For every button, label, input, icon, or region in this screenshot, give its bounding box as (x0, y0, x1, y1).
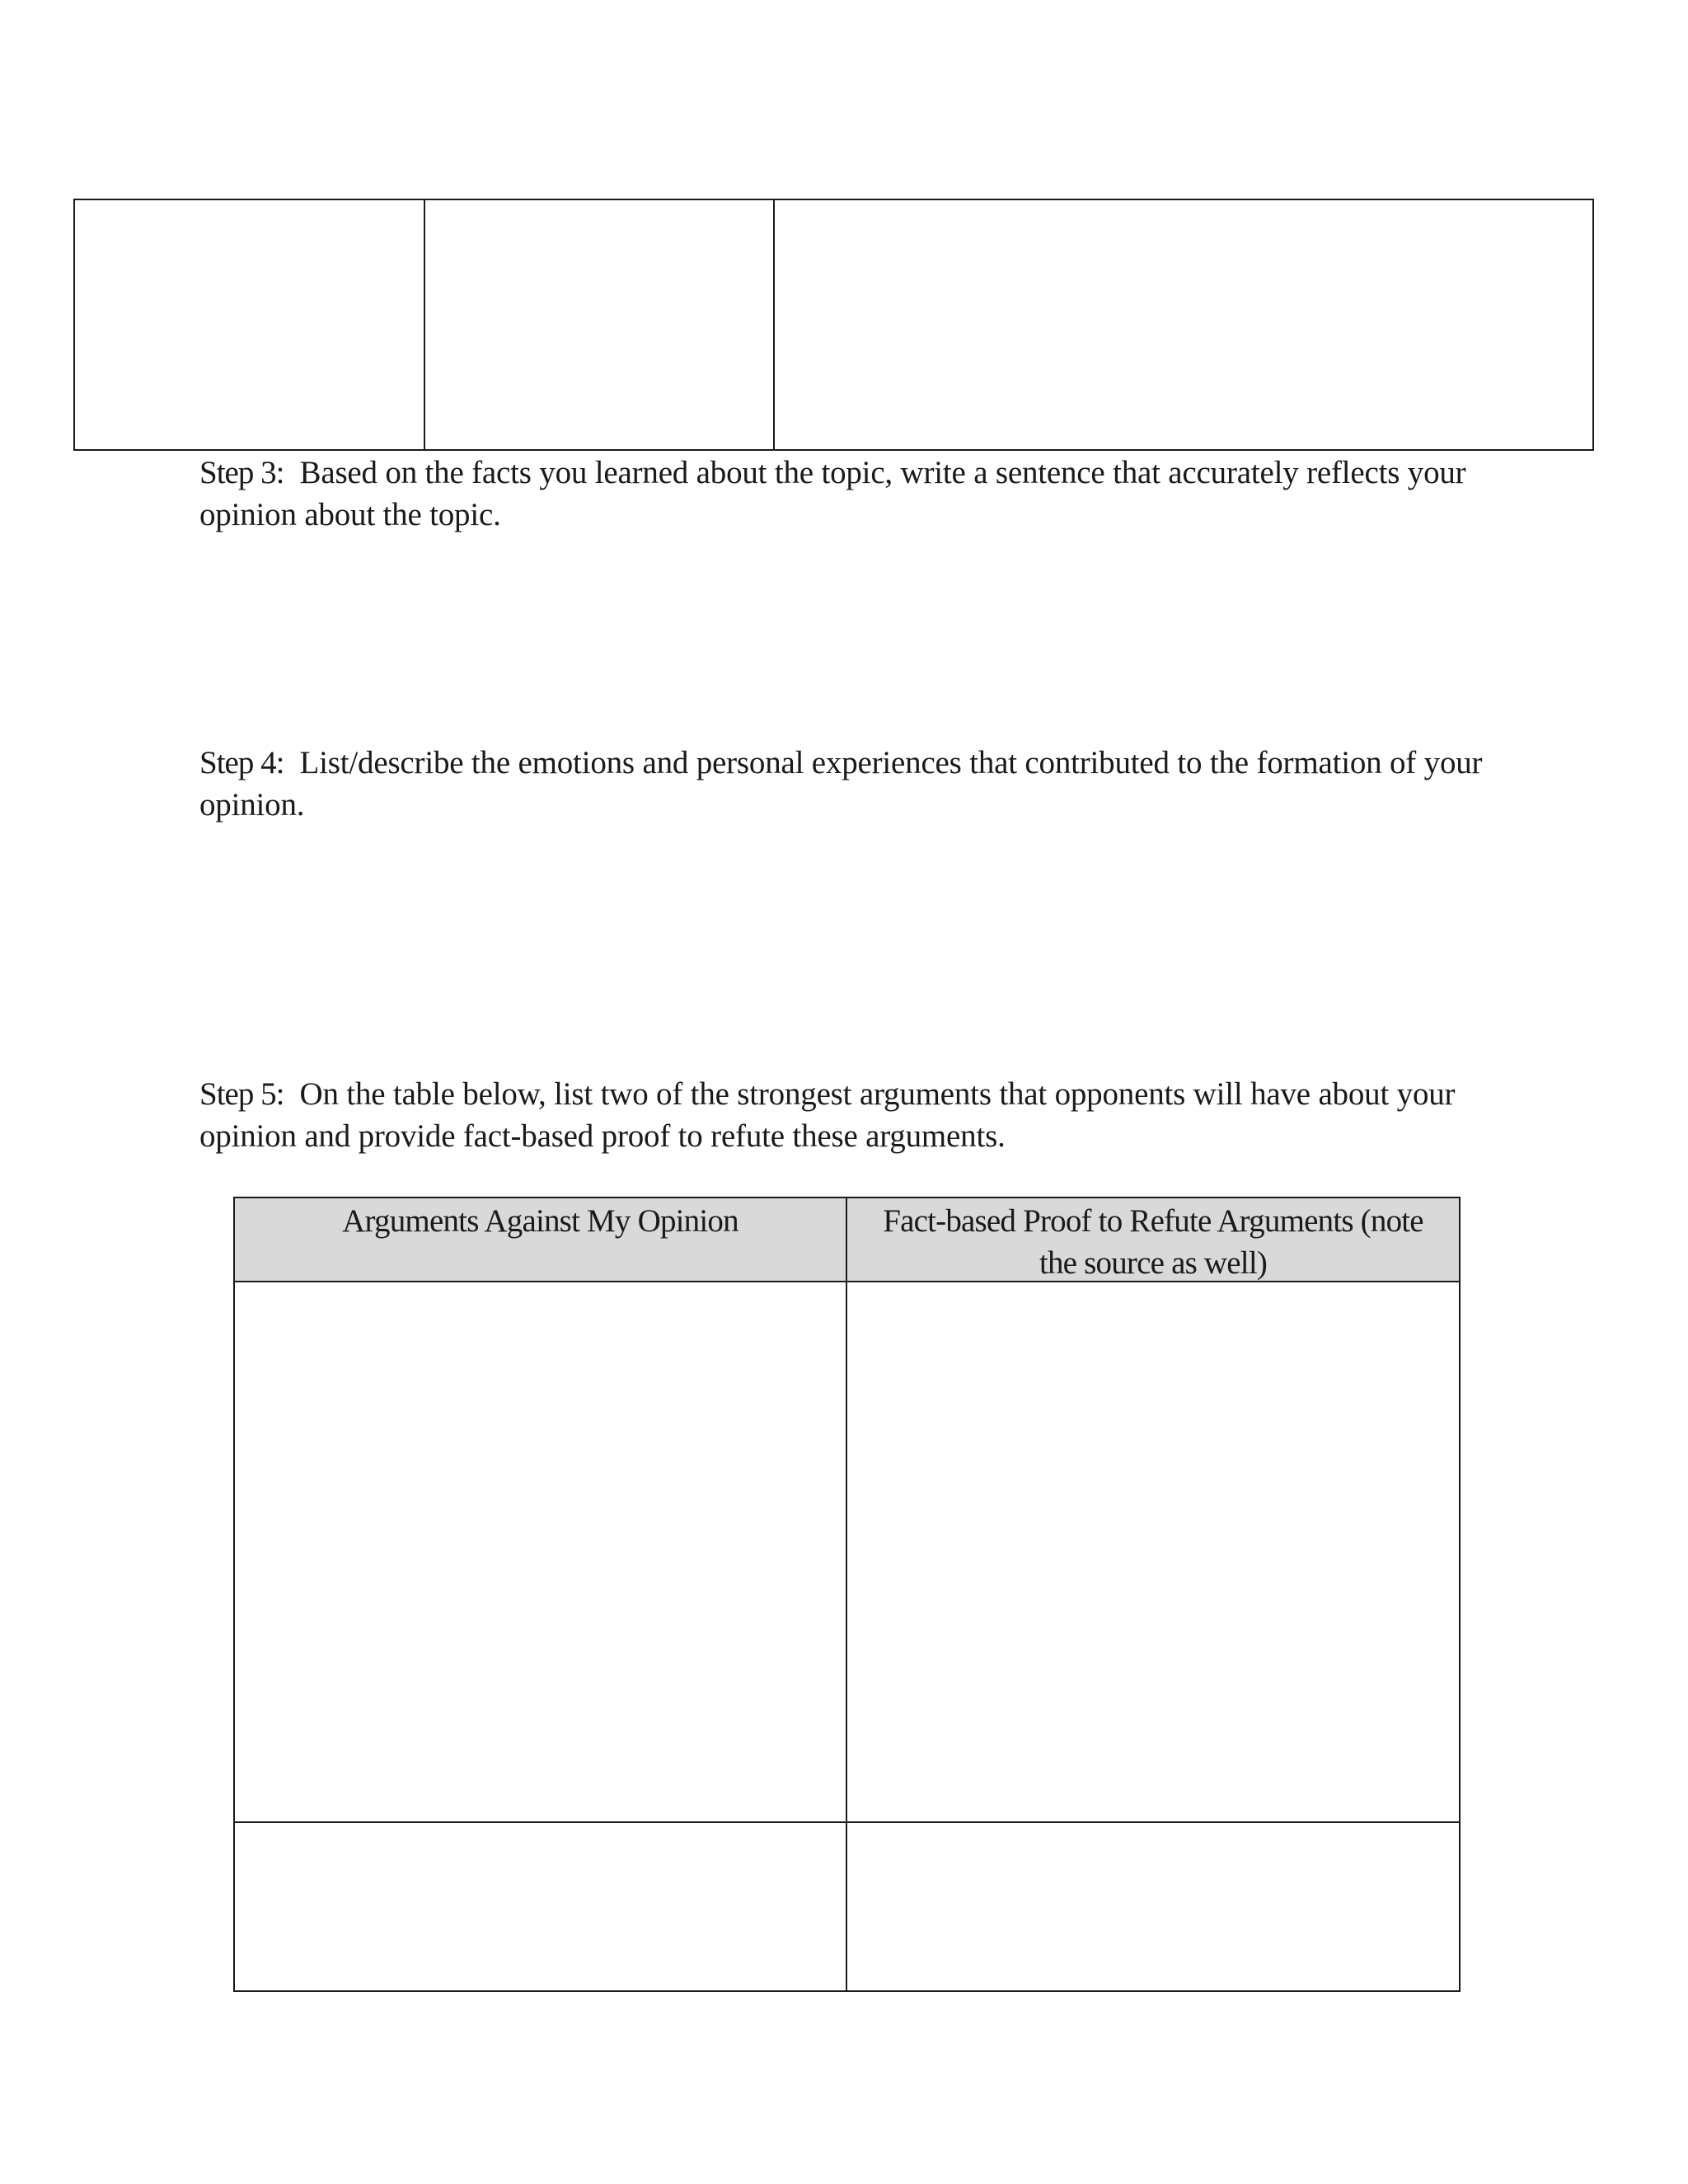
step-3-instruction (199, 452, 1518, 536)
proof-header: Fact-based Proof to Refute Arguments (note the source as well) (847, 1198, 1459, 1282)
arguments-table (233, 1197, 1461, 1992)
top-table-cell-1[interactable] (75, 200, 425, 449)
step-4-instruction (199, 742, 1518, 826)
step-4-label: Step 4: (199, 745, 284, 780)
step-4-text: List/describe the emotions and personal experiences that contributed to the formation of your opinion. (199, 745, 1483, 823)
step-5-instruction (199, 1073, 1518, 1157)
step-3-text: Based on the facts you learned about the topic, write a sentence that accurately reflects your opinion about the topic. (199, 455, 1466, 532)
argument-cell-2[interactable] (235, 1823, 847, 1990)
step-5-text: On the table below, list two of the strongest arguments that opponents will have about your opinion and provide fact-based proof to refute these arguments. (199, 1076, 1456, 1154)
top-table (73, 199, 1594, 451)
proof-cell-2[interactable] (847, 1823, 1459, 1990)
top-table-cell-2[interactable] (425, 200, 775, 449)
argument-cell-1[interactable] (235, 1282, 847, 1823)
proof-cell-1[interactable] (847, 1282, 1459, 1823)
step-3-label: Step 3: (199, 455, 284, 490)
step-5-label: Step 5: (199, 1076, 284, 1112)
top-table-cell-3[interactable] (775, 200, 1592, 449)
arguments-header: Arguments Against My Opinion (235, 1198, 847, 1282)
